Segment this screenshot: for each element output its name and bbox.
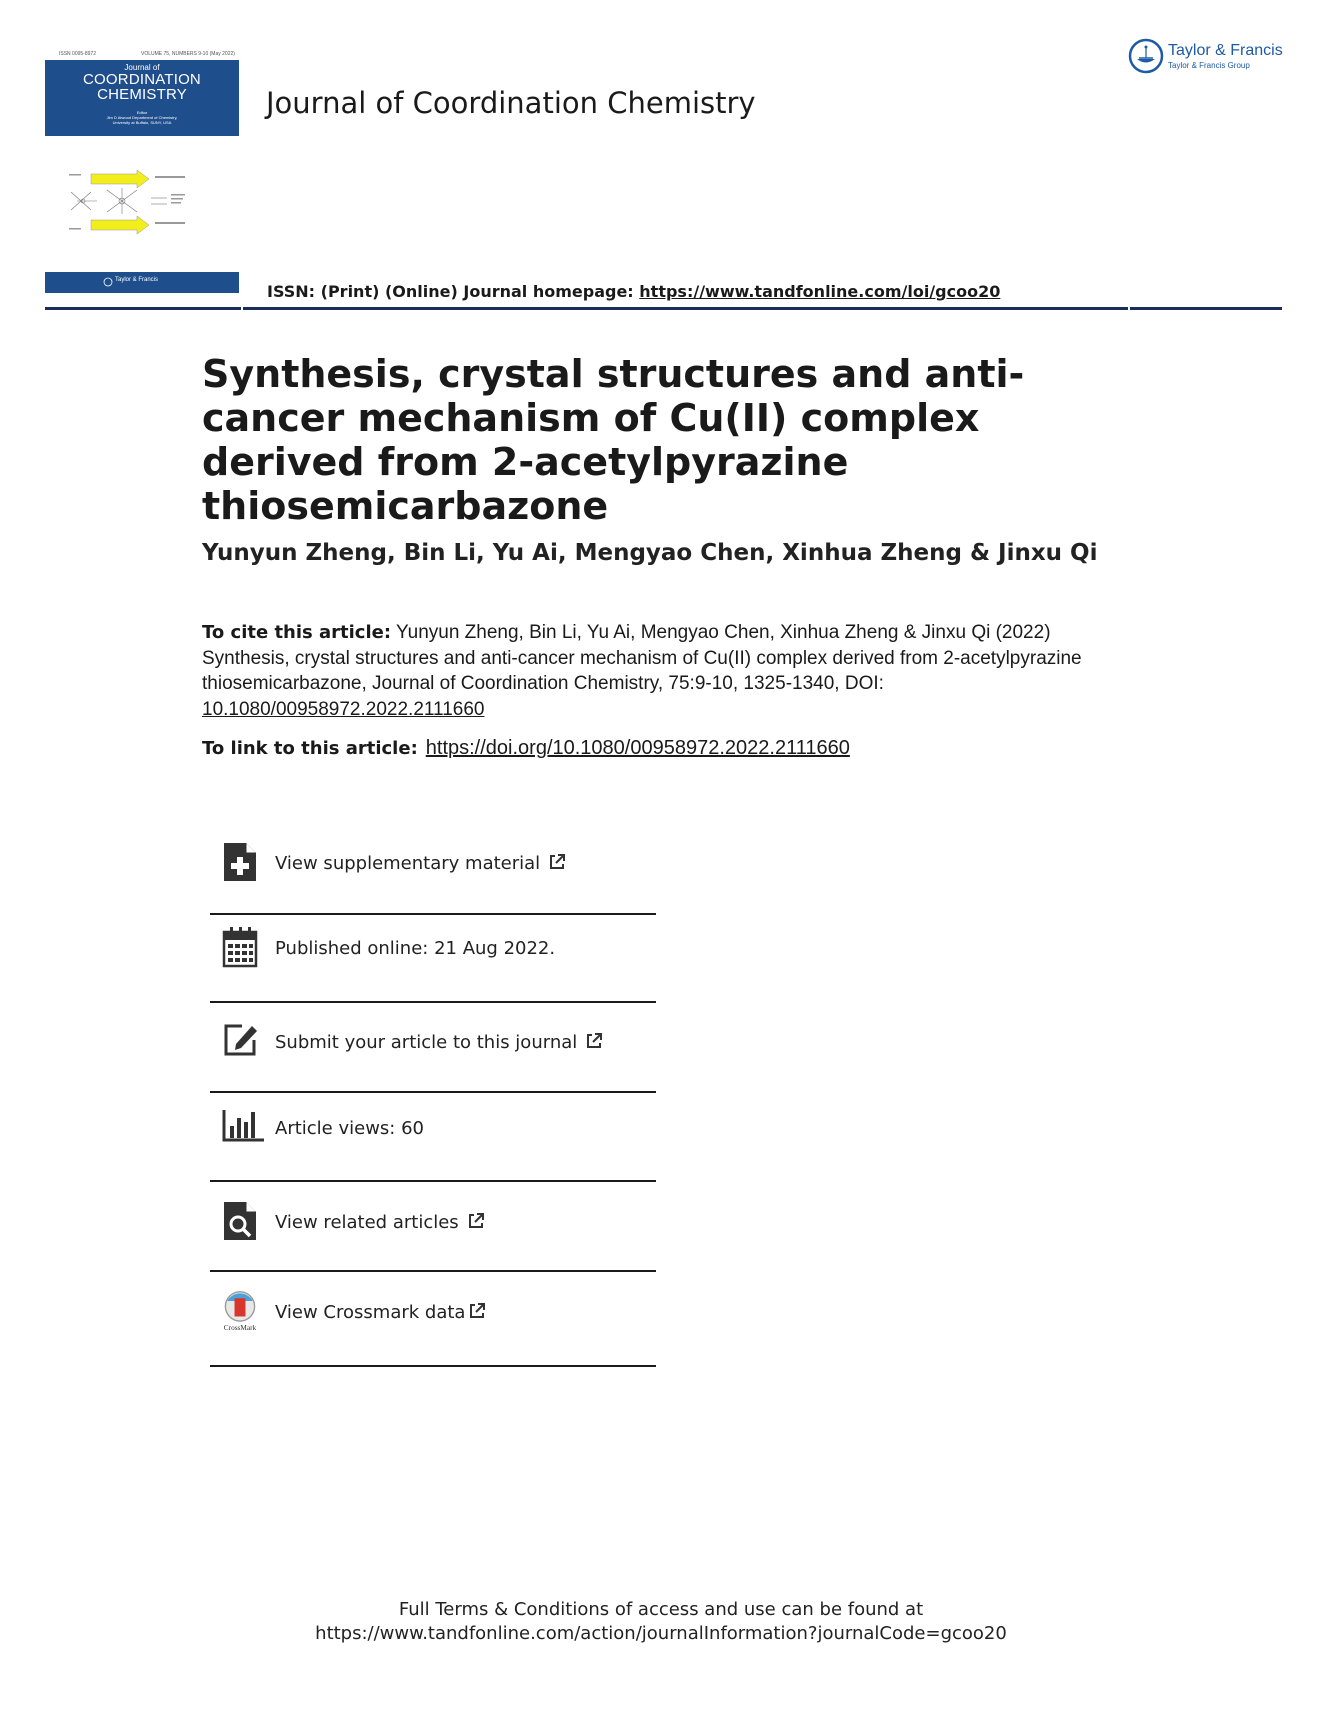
citation-doi-link[interactable]: 10.1080/00958972.2022.2111660: [202, 698, 485, 720]
info-divider: [210, 1091, 656, 1093]
footer: [0, 1598, 1322, 1646]
edit-icon: [222, 1020, 258, 1062]
cover-publisher-icon: [103, 277, 113, 287]
info-divider: [210, 1270, 656, 1272]
cover-issn: ISSN 0095-8972: [59, 51, 96, 57]
publisher-name: Taylor & Francis: [1168, 42, 1283, 59]
issn-line: [267, 282, 1000, 301]
cover-title-band: [45, 60, 239, 110]
cover-editor-block: [45, 110, 239, 136]
cover-publisher: Taylor & Francis: [115, 277, 159, 283]
journal-cover: [45, 50, 239, 293]
info-label: [275, 1032, 603, 1053]
info-label-text: View Crossmark data: [275, 1302, 466, 1323]
external-link-icon: [548, 853, 566, 871]
taylor-francis-logo[interactable]: [1128, 38, 1283, 78]
header-rule-gap-left: [241, 307, 243, 310]
citation-text: Yunyun Zheng, Bin Li, Yu Ai, Mengyao Chen, Xinhua Zheng & Jinxu Qi (2022) Synthesis, crystal structures and anti-cancer mechanism of Cu(II) complex derived from 2-acetylpyrazine thiosemicarbazone, Journal of Coordination Chemistry, 75:9-10, 1325-1340, DOI:: [202, 622, 1082, 694]
cover-publisher-band: [45, 272, 239, 293]
cover-journal-of: Journal of: [124, 63, 160, 72]
info-divider: [210, 1001, 656, 1003]
info-label: [275, 853, 566, 874]
crossmark-icon: [220, 1290, 260, 1332]
calendar-icon: [222, 926, 258, 968]
info-label: [275, 1302, 486, 1323]
article-views: [210, 1106, 656, 1166]
info-label-text: Published online: 21 Aug 2022.: [275, 938, 556, 959]
header-rule-gap-right: [1128, 307, 1130, 310]
header-rule: [45, 307, 1282, 310]
published-online: [210, 926, 656, 986]
cover-meta: [45, 50, 239, 60]
publisher-logo-icon: [1128, 38, 1164, 74]
footer-terms-link[interactable]: https://www.tandfonline.com/action/journalInformation?journalCode=gcoo20: [315, 1623, 1007, 1644]
cover-editor-label: Editor: [136, 110, 148, 115]
journal-homepage-link[interactable]: https://www.tandfonline.com/loi/gcoo20: [639, 282, 1001, 301]
crossmark-icon-text: CrossMark: [223, 1323, 257, 1332]
cover-editor-name: Jim D Atwood Department of Chemistry,: [106, 115, 178, 120]
footer-terms-text: Full Terms & Conditions of access and use can be found at: [398, 1599, 924, 1620]
info-divider: [210, 1365, 656, 1367]
external-link-icon: [585, 1032, 603, 1050]
citation-block: [202, 620, 1122, 722]
article-link-line: [202, 737, 850, 760]
file-search-icon: [222, 1200, 258, 1242]
view-supplementary-material[interactable]: [210, 841, 656, 901]
view-related-articles[interactable]: [210, 1200, 656, 1260]
cover-coordination: COORDINATION: [83, 71, 201, 88]
publisher-group: Taylor & Francis Group: [1168, 61, 1250, 70]
cover-illustration: [67, 170, 217, 240]
view-crossmark-data[interactable]: [210, 1290, 656, 1350]
article-title: Synthesis, crystal structures and anti-cancer mechanism of Cu(II) complex derived from 2-acetylpyrazine thiosemicarbazone: [202, 352, 1025, 528]
external-link-icon: [467, 1212, 485, 1230]
article-link-label: To link to this article:: [202, 738, 418, 759]
cover-chemistry: CHEMISTRY: [97, 86, 187, 103]
info-divider: [210, 913, 656, 915]
file-plus-icon: [222, 841, 258, 883]
info-divider: [210, 1180, 656, 1182]
journal-title[interactable]: Journal of Coordination Chemistry: [266, 86, 756, 120]
article-doi-link[interactable]: https://doi.org/10.1080/00958972.2022.2111660: [425, 737, 850, 759]
info-label-text: Article views: 60: [275, 1118, 424, 1139]
submit-article[interactable]: [210, 1020, 656, 1080]
info-label-text: View supplementary material: [275, 853, 541, 874]
issn-text: ISSN: (Print) (Online) Journal homepage:: [267, 282, 640, 301]
cover-editor-affiliation: University at Buffalo, SUNY, USA: [112, 120, 172, 125]
article-authors: Yunyun Zheng, Bin Li, Yu Ai, Mengyao Chen, Xinhua Zheng & Jinxu Qi: [202, 540, 1098, 566]
info-label: [275, 1212, 485, 1233]
cover-volume: VOLUME 75, NUMBERS 9-10 (May 2022): [141, 51, 235, 57]
citation-label: To cite this article:: [202, 622, 392, 643]
info-label-text: Submit your article to this journal: [275, 1032, 578, 1053]
external-link-icon: [468, 1302, 486, 1320]
bar-chart-icon: [222, 1106, 264, 1148]
info-label-text: View related articles: [275, 1212, 459, 1233]
